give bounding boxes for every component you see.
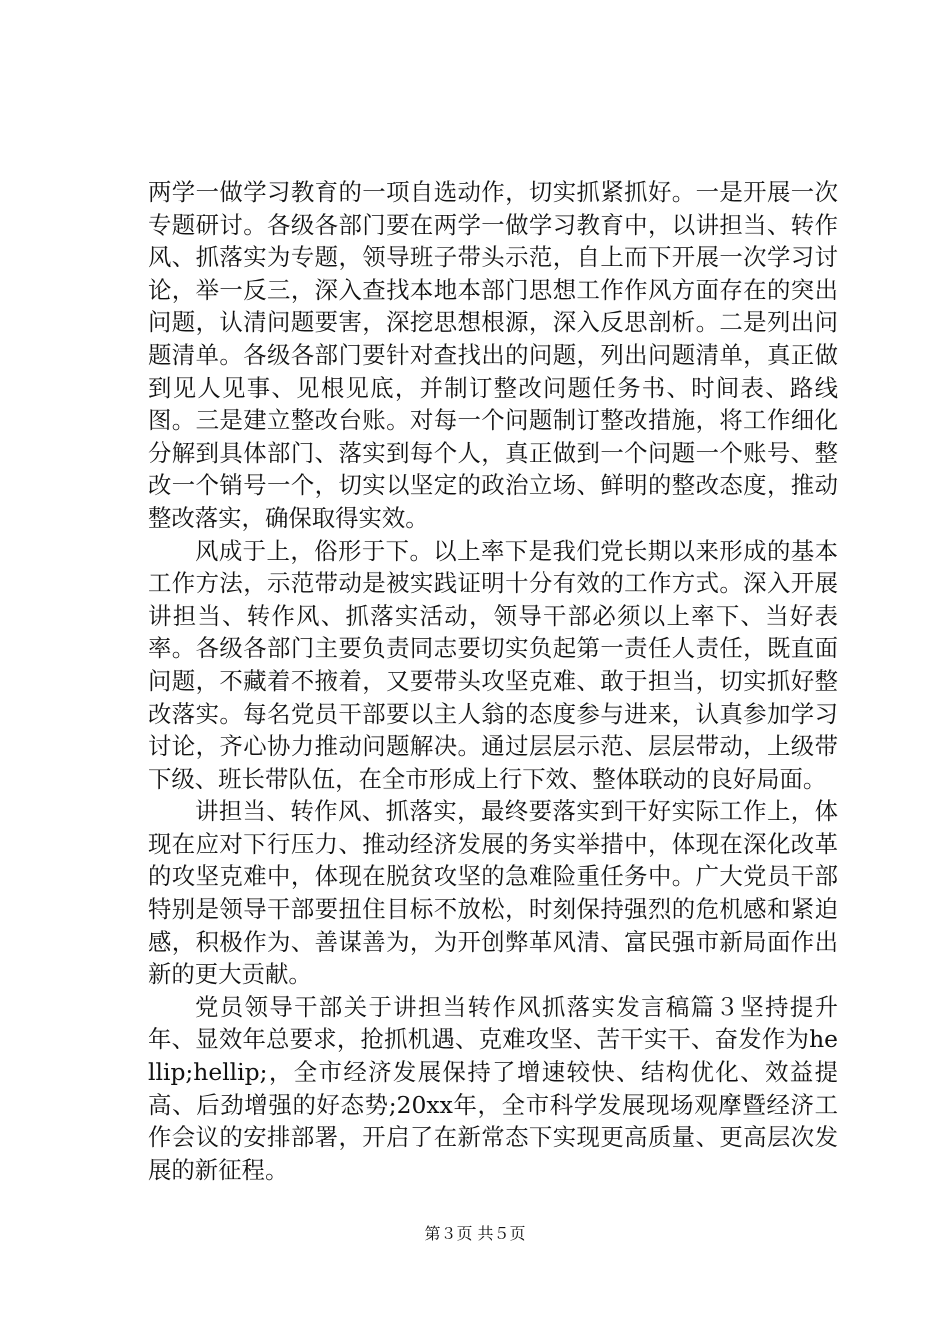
- paragraph-3: 讲担当、转作风、抓落实，最终要落实到干好实际工作上，体现在应对下行压力、推动经济发展的务实举措中，体现在深化改革的攻坚克难中，体现在脱贫攻坚的急难险重任务中。广大党员干部特别是领导干部要扭住目标不放松，时刻保持强烈的危机感和紧迫感，积极作为、善谋善为，为开创弊革风清、富民强市新局面作出新的更大贡献。: [148, 797, 838, 989]
- document-body: [148, 176, 838, 1186]
- paragraph-1: 两学一做学习教育的一项自选动作，切实抓紧抓好。一是开展一次专题研讨。各级各部门要在两学一做学习教育中，以讲担当、转作风、抓落实为专题，领导班子带头示范，自上而下开展一次学习讨论，举一反三，深入查找本地本部门思想工作作风方面存在的突出问题，认清问题要害，深挖思想根源，深入反思剖析。二是列出问题清单。各级各部门要针对查找出的问题，列出问题清单，真正做到见人见事、见根见底，并制订整改问题任务书、时间表、路线图。三是建立整改台账。对每一个问题制订整改措施，将工作细化分解到具体部门、落实到每个人，真正做到一个问题一个账号、整改一个销号一个，切实以坚定的政治立场、鲜明的整改态度，推动整改落实，确保取得实效。: [148, 178, 838, 532]
- page-number-footer: 第３页 共５页: [424, 1224, 526, 1243]
- paragraph-4: 党员领导干部关于讲担当转作风抓落实发言稿篇３坚持提升年、显效年总要求，抢抓机遇、克难攻坚、苦干实干、奋发作为hellip;hellip;，全市经济发展保持了增速较快、结构优化、效益提高、后劲增强的好态势;20xx年，全市科学发展现场观摩暨经济工作会议的安排部署，开启了在新常态下实现更高质量、更高层次发展的新征程。: [148, 992, 838, 1184]
- paragraph-2: 风成于上，俗形于下。以上率下是我们党长期以来形成的基本工作方法，示范带动是被实践证明十分有效的工作方式。深入开展讲担当、转作风、抓落实活动，领导干部必须以上率下、当好表率。各级各部门主要负责同志要切实负起第一责任人责任，既直面问题，不藏着不掖着，又要带头攻坚克难、敢于担当，切实抓好整改落实。每名党员干部要以主人翁的态度参与进来，认真参加学习讨论，齐心协力推动问题解决。通过层层示范、层层带动，上级带下级、班长带队伍，在全市形成上行下效、整体联动的良好局面。: [148, 536, 838, 793]
